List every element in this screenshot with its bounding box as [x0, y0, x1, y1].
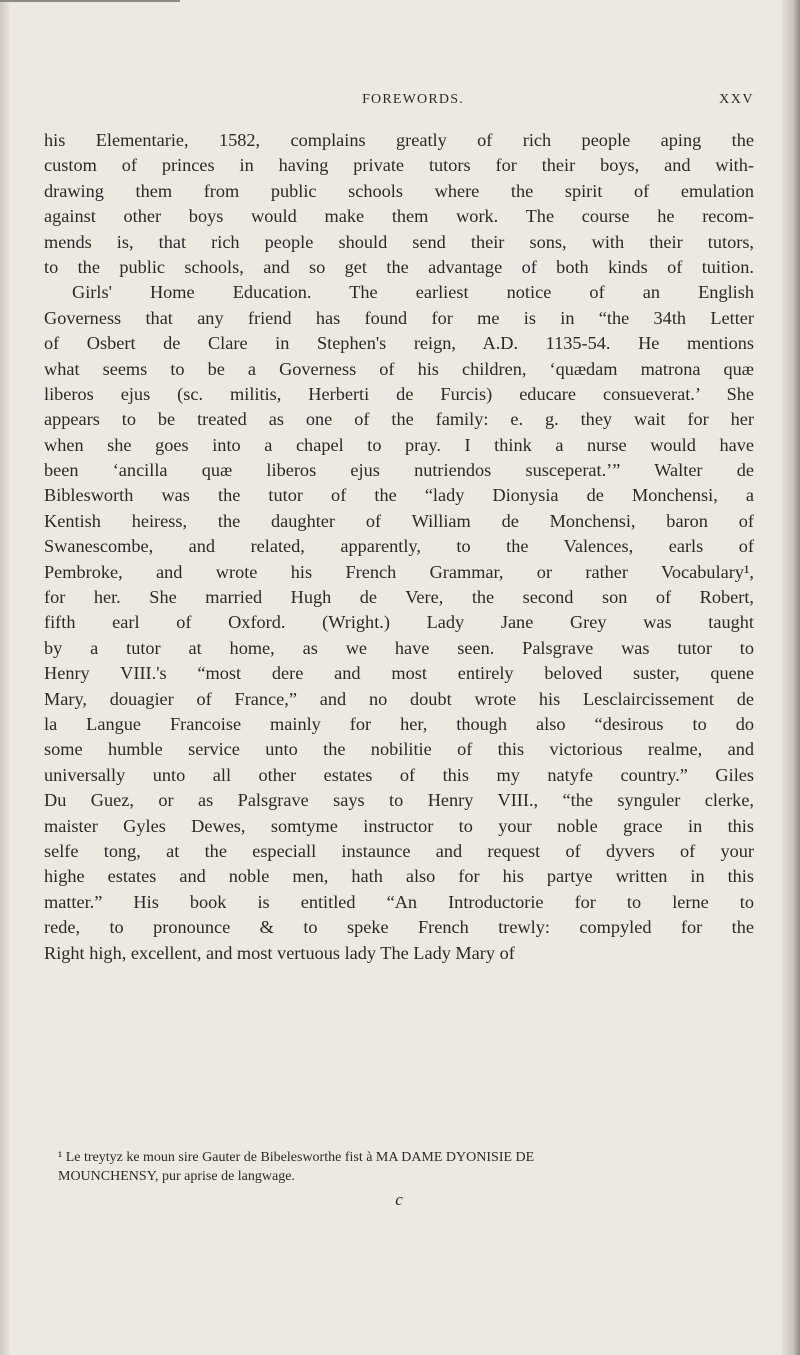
scan-right-edge: [782, 0, 800, 1355]
signature-mark: c: [395, 1190, 403, 1209]
scan-left-edge: [0, 0, 9, 1355]
text-line: fifth earl of Oxford. (Wright.) Lady Jane Grey was taught: [44, 612, 754, 633]
text-line: Pembroke, and wrote his French Grammar, or rather Vocabulary¹,: [44, 561, 754, 582]
text-line: Governess that any friend has found for me is in “the 34th Letter: [44, 307, 754, 328]
text-line: his Elementarie, 1582, complains greatly of rich people aping the: [44, 130, 754, 150]
text-line: selfe tong, at the especiall instaunce and request of dyvers of your: [44, 840, 754, 861]
text-line: Mary, douagier of France,” and no doubt wrote his Lesclaircissement de: [44, 688, 754, 709]
text-line: Swanescombe, and related, apparently, to the Valences, earls of: [44, 536, 754, 557]
text-line: for her. She married Hugh de Vere, the second son of Robert,: [44, 587, 754, 608]
text-line: maister Gyles Dewes, somtyme instructor to your noble grace in this: [44, 815, 754, 836]
text-line: to the public schools, and so get the advantage of both kinds of tuition.: [44, 256, 754, 277]
footnote-line: MOUNCHENSY, pur aprise de langwage.: [58, 1169, 295, 1184]
running-head: [44, 92, 754, 116]
text-line: universally unto all other estates of this my natyfe country.” Giles: [44, 764, 754, 785]
text-line: been ‘ancilla quæ liberos ejus nutriendos susceperat.’” Walter de: [44, 460, 754, 481]
text-line: Henry VIII.'s “most dere and most entirely beloved suster, quene: [44, 663, 754, 684]
text-line: of Osbert de Clare in Stephen's reign, A.D. 1135-54. He mentions: [44, 333, 754, 354]
text-line: mends is, that rich people should send their sons, with their tutors,: [44, 231, 754, 252]
text-line: when she goes into a chapel to pray. I think a nurse would have: [44, 434, 754, 455]
text-line: liberos ejus (sc. militis, Herberti de Furcis) educare consueverat.’ She: [44, 383, 754, 404]
text-line: Kentish heiress, the daughter of William de Monchensi, baron of: [44, 510, 754, 531]
text-line: appears to be treated as one of the family: e. g. they wait for her: [44, 409, 754, 430]
book-page: [44, 0, 754, 1355]
page-number: XXV: [719, 92, 754, 107]
text-line: against other boys would make them work. The course he recom-: [44, 206, 754, 227]
text-line: Right high, excellent, and most vertuous lady The Lady Mary of: [44, 942, 515, 963]
footnotes: [58, 1148, 754, 1186]
text-line: Du Guez, or as Palsgrave says to Henry VIII., “the synguler clerke,: [44, 790, 754, 811]
text-line: rede, to pronounce & to speke French trewly: compyled for the: [44, 917, 754, 938]
text-line: matter.” His book is entitled “An Introductorie for to lerne to: [44, 891, 754, 912]
text-line: la Langue Francoise mainly for her, though also “desirous to do: [44, 713, 754, 734]
text-line: what seems to be a Governess of his children, ‘quædam matrona quæ: [44, 358, 754, 379]
text-line: Girls' Home Education. The earliest notice of an English: [72, 282, 754, 303]
text-line: highe estates and noble men, hath also for his partye written in this: [44, 866, 754, 887]
body-text: [44, 128, 754, 966]
text-line: by a tutor at home, as we have seen. Palsgrave was tutor to: [44, 637, 754, 658]
text-line: some humble service unto the nobilitie of this victorious realme, and: [44, 739, 754, 760]
text-line: drawing them from public schools where the spirit of emulation: [44, 180, 754, 201]
running-title: FOREWORDS.: [362, 92, 464, 107]
text-line: custom of princes in having private tutors for their boys, and with-: [44, 155, 754, 176]
footnote-line: ¹ Le treytyz ke moun sire Gauter de Bibelesworthe fist à MA DAME DYONISIE DE: [58, 1150, 535, 1165]
text-line: Biblesworth was the tutor of the “lady Dionysia de Monchensi, a: [44, 485, 754, 506]
